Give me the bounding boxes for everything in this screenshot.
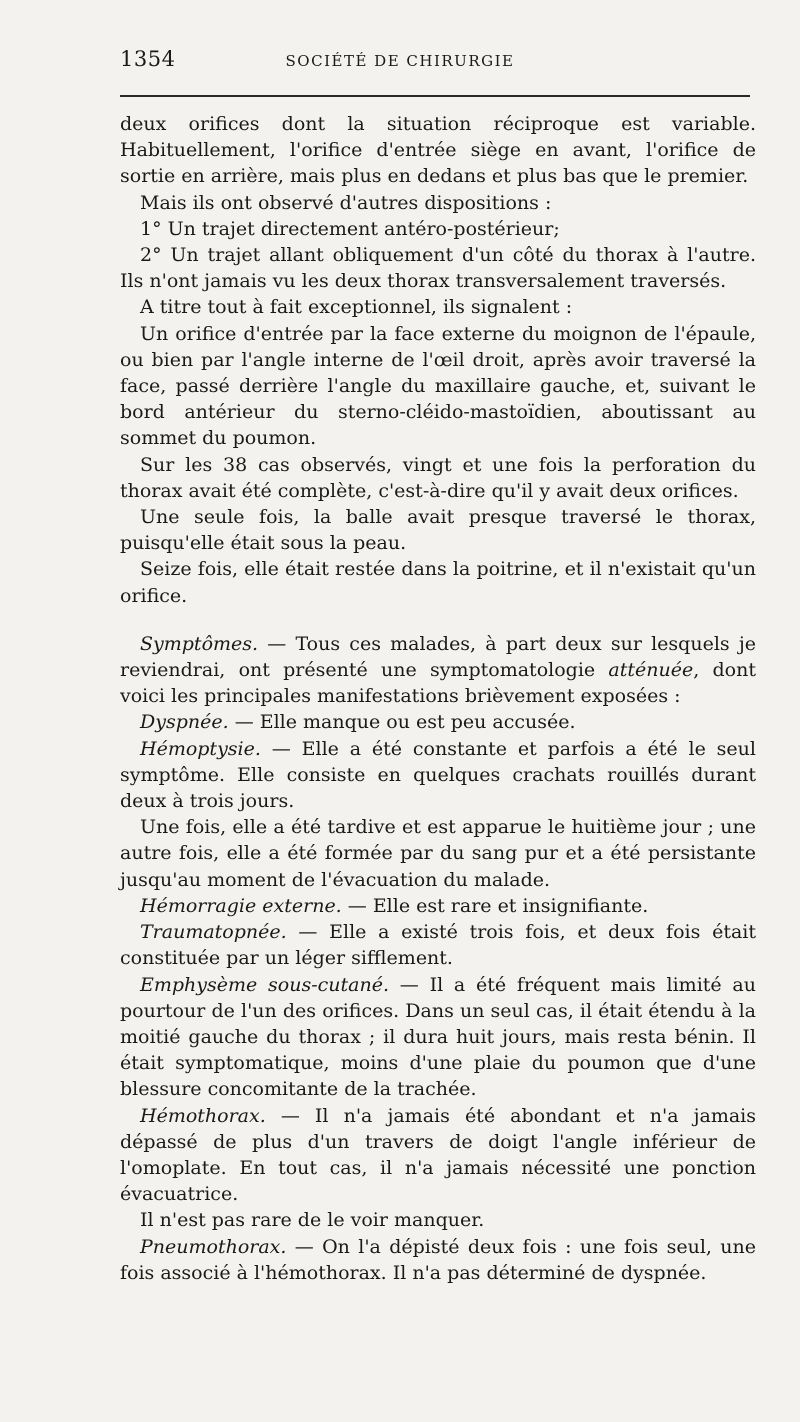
paragraph-hemorragie: Hémorragie externe. — Elle est rare et insignifiante. xyxy=(140,894,649,917)
paragraph: Une seule fois, la balle avait presque traversé le thorax, puisqu'elle était sous la peau. xyxy=(120,506,756,555)
section-label: Hémothorax. xyxy=(140,1104,266,1127)
paragraph-emphyseme: Emphysème sous-cutané. — Il a été fréquent mais limité au pourtour de l'un des orifices. Dans un seul cas, il était étendu à la moitié gauche du thorax ; il dura huit jours, mais resta bénin. Il était symptomatique, moins d'une plaie du poumon que d'une blessure concomitante de la trachée. xyxy=(120,973,756,1101)
paragraph-pneumothorax: Pneumothorax. — On l'a dépisté deux fois : une fois seul, une fois associé à l'hémothorax. Il n'a pas déterminé de dyspnée. xyxy=(120,1235,756,1284)
section-label: Hémorragie externe. xyxy=(140,894,342,917)
paragraph: deux orifices dont la situation réciproque est variable. Habituellement, l'orifice d'entrée siège en avant, l'orifice de sortie en arrière, mais plus en dedans et plus bas que le premier. xyxy=(120,113,756,188)
paragraph: Sur les 38 cas observés, vingt et une fois la perforation du thorax avait été complète, c'est-à-dire qu'il y avait deux orifices. xyxy=(120,453,756,502)
section-label: Dyspnée. xyxy=(140,711,229,734)
paragraph: Un orifice d'entrée par la face externe du moignon de l'épaule, ou bien par l'angle interne de l'œil droit, après avoir traversé la face, passé derrière l'angle du maxillaire gauche, et, suivant le bord antérieur du sterno-cléido-mastoïdien, aboutissant au sommet du poumon. xyxy=(120,322,756,450)
paragraph: Il n'est pas rare de le voir manquer. xyxy=(140,1209,485,1232)
paragraph: Mais ils ont observé d'autres dispositions : xyxy=(140,191,552,214)
header-rule xyxy=(120,95,750,97)
paragraph-dyspnee: Dyspnée. — Elle manque ou est peu accusée. xyxy=(140,711,576,734)
section-label: Pneumothorax. xyxy=(140,1235,287,1258)
running-head: SOCIÉTÉ DE CHIRURGIE xyxy=(285,52,515,70)
body-text xyxy=(120,111,756,1286)
paragraph: Une fois, elle a été tardive et est apparue le huitième jour ; une autre fois, elle a été formée par du sang pur et a été persistante jusqu'au moment de l'évacuation du malade. xyxy=(120,816,756,891)
paragraph-symptomes: Symptômes. — Tous ces malades, à part deux sur lesquels je reviendrai, ont présenté une symptomatologie atténuée, dont voici les principales manifestations brièvement exposées : xyxy=(120,632,756,708)
emphasis: atténuée xyxy=(608,659,694,682)
paragraph-traumatopnee: Traumatopnée. — Elle a existé trois fois, et deux fois était constituée par un léger sifflement. xyxy=(120,921,756,970)
list-item: 2° Un trajet allant obliquement d'un côté du thorax à l'autre. Ils n'ont jamais vu les deux thorax transversalement traversés. xyxy=(120,244,756,293)
paragraph: A titre tout à fait exceptionnel, ils signalent : xyxy=(140,296,573,319)
section-label: Emphysème sous-cutané. xyxy=(140,973,390,996)
section-label: Traumatopnée. xyxy=(140,921,287,944)
paragraph-hemoptysie: Hémoptysie. — Elle a été constante et parfois a été le seul symptôme. Elle consiste en quelques crachats rouillés durant deux à trois jours. xyxy=(120,737,756,813)
list-item: 1° Un trajet directement antéro-postérieur; xyxy=(140,217,560,240)
paragraph-hemothorax: Hémothorax. — Il n'a jamais été abondant et n'a jamais dépassé de plus d'un travers de doigt l'angle inférieur de l'omoplate. En tout cas, il n'a jamais nécessité une ponction évacuatrice. xyxy=(120,1104,756,1206)
paragraph: Seize fois, elle était restée dans la poitrine, et il n'existait qu'un orifice. xyxy=(120,558,756,607)
section-label: Symptômes. xyxy=(140,632,259,655)
page-number: 1354 xyxy=(120,47,176,71)
section-label: Hémoptysie. xyxy=(140,737,261,760)
